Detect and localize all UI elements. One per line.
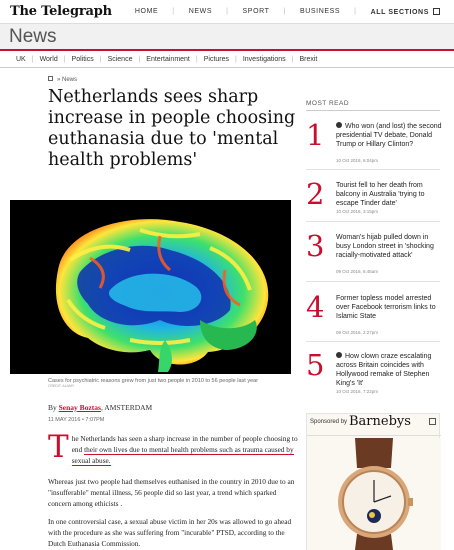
subnav-divider: |	[195, 55, 198, 63]
section-subnav	[0, 51, 454, 68]
most-read-title: MOST READ	[306, 100, 350, 107]
most-read-divider	[306, 341, 440, 342]
all-sections-label: ALL SECTIONS	[370, 9, 429, 16]
nav-sport[interactable]: SPORT	[242, 8, 270, 15]
subnav-brexit[interactable]: Brexit	[299, 55, 318, 63]
image-caption: Cases for psychiatric reasons grew from just two people in 2010 to 56 people last year	[48, 378, 259, 384]
most-read-headline[interactable]: Woman's hijab pulled down in busy London street in 'shocking racially-motivated attack'	[336, 234, 434, 259]
menu-box-icon	[433, 8, 440, 15]
most-read-title-link[interactable]	[336, 352, 444, 388]
subnav-divider: |	[138, 55, 141, 63]
top-nav	[135, 8, 440, 16]
video-play-icon	[336, 352, 342, 358]
subnav-divider: |	[291, 55, 294, 63]
author-link[interactable]: Senay Boztas	[58, 403, 101, 412]
nav-divider: |	[283, 8, 286, 15]
most-read-date: 09 Oct 2016, 2:27pm	[336, 330, 379, 335]
subnav-world[interactable]: World	[39, 55, 58, 63]
image-credit: CREDIT: ALAMY	[48, 384, 75, 388]
rank-number: 4	[306, 290, 325, 324]
byline-location: , AMSTERDAM	[100, 403, 153, 412]
rank-number: 3	[306, 229, 325, 263]
lead-paragraph	[48, 429, 300, 466]
rank-number: 2	[306, 177, 325, 211]
most-read-date: 09 Oct 2016, 6:45am	[336, 269, 379, 274]
most-read-divider	[306, 281, 440, 282]
subnav-pictures[interactable]: Pictures	[203, 55, 230, 63]
subnav-divider: |	[31, 55, 34, 63]
ad-info-icon[interactable]	[429, 418, 436, 425]
most-read-date: 10 Oct 2016, 3:15pm	[336, 209, 379, 214]
subnav-investigations[interactable]: Investigations	[242, 55, 286, 63]
section-title[interactable]: News	[9, 26, 57, 47]
breadcrumb-sep: »	[57, 77, 63, 83]
rank-number: 1	[306, 118, 325, 152]
drop-cap: T	[48, 429, 69, 465]
rank-number: 5	[306, 348, 325, 382]
home-icon	[48, 76, 53, 81]
most-read-divider	[306, 221, 440, 222]
nav-divider: |	[172, 8, 175, 15]
most-read-item[interactable]	[306, 120, 442, 180]
nav-divider: |	[226, 8, 229, 15]
brain-scan-graphic	[10, 200, 291, 374]
most-read-item[interactable]	[306, 179, 442, 239]
nav-home[interactable]: HOME	[134, 8, 159, 15]
lead-link[interactable]: their own lives due to mental health problems such as trauma caused by sexual abuse.	[71, 445, 294, 465]
section-bar	[0, 24, 454, 49]
byline	[48, 403, 152, 412]
subnav-divider: |	[99, 55, 102, 63]
subnav-uk[interactable]: UK	[16, 55, 26, 63]
subnav-divider: |	[63, 55, 66, 63]
most-read-headline[interactable]: Former topless model arrested over Facebook terrorism links to Islamic State	[336, 295, 436, 320]
most-read-title-link[interactable]	[336, 122, 444, 149]
subnav-entertainment[interactable]: Entertainment	[146, 55, 190, 63]
most-read-divider	[306, 169, 440, 170]
ad-divider	[307, 435, 441, 436]
watch-image	[307, 438, 441, 550]
sponsored-label: Sponsored by	[310, 419, 348, 425]
most-read-date: 10 Oct 2016, 6:04pm	[336, 158, 379, 163]
nav-divider: |	[354, 8, 357, 15]
byline-prefix: By	[48, 403, 57, 412]
top-bar	[0, 0, 454, 24]
nav-news[interactable]: NEWS	[188, 8, 213, 15]
breadcrumb[interactable]	[48, 76, 77, 83]
lead-text: he Netherlands has seen a sharp increase in the number of people choosing to end	[71, 434, 298, 454]
most-read-headline: Who won (and lost) the second presidential TV debate, Donald Trump or Hillary Clinton?	[336, 123, 442, 148]
body-paragraph: Whereas just two people had themselves euthanised in the country in 2010 due to an "insufferable" mental illness, 56 people did so last year, a trend which sparked concern among ethicists .	[48, 477, 295, 508]
nav-business[interactable]: BUSINESS	[299, 8, 341, 15]
sponsored-ad[interactable]	[306, 413, 440, 550]
barnebys-logo[interactable]: Barnebys	[349, 414, 411, 429]
most-read-headline: How clown craze escalating across Britain coincides with Hollywood remake of Stephen King's 'It'	[336, 353, 432, 387]
most-read-item[interactable]	[306, 231, 442, 291]
most-read-item[interactable]	[306, 350, 442, 410]
most-read-headline[interactable]: Tourist fell to her death from balcony in Australia 'trying to escape Tinder date'	[336, 182, 425, 207]
body-paragraph: In one controversial case, a sexual abuse victim in her 20s was allowed to go ahead with the procedure as she was suffering from "incurable" PTSD, according to the Dutch Euthanasia Commission.	[48, 517, 292, 548]
subnav-science[interactable]: Science	[107, 55, 133, 63]
most-read-date: 10 Oct 2016, 7:22pm	[336, 389, 379, 394]
article-headline: Netherlands sees sharp increase in people choosing euthanasia due to 'mental health problems'	[48, 87, 296, 170]
brain-scan-image	[10, 200, 291, 374]
most-read-rule	[306, 110, 440, 111]
telegraph-logo[interactable]: The Telegraph	[10, 4, 112, 19]
video-play-icon	[336, 122, 342, 128]
all-sections-button[interactable]	[371, 8, 440, 16]
publish-date: 11 MAY 2016 • 7:07PM	[48, 417, 105, 423]
most-read-item[interactable]	[306, 292, 442, 352]
subnav-divider: |	[235, 55, 237, 63]
subnav-politics[interactable]: Politics	[71, 55, 94, 63]
breadcrumb-news: News	[62, 77, 78, 83]
